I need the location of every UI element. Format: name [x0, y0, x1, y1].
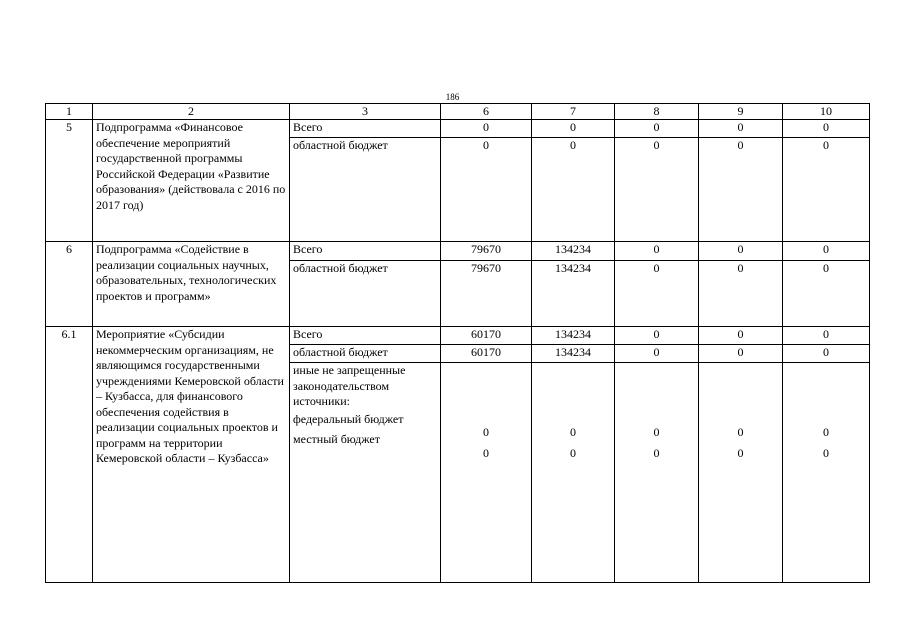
- value-cell: 134234: [532, 242, 615, 261]
- value-cell: 0: [615, 120, 699, 138]
- value-cell: 0: [615, 138, 699, 242]
- value-federal: 0: [570, 425, 576, 439]
- source-label: Всего: [290, 120, 441, 138]
- row-id: 5: [46, 120, 93, 242]
- value-cell: 0: [615, 327, 699, 345]
- source-label: Всего: [290, 327, 441, 345]
- header-row: [46, 104, 870, 120]
- row-name: Подпрограмма «Содействие в реализации социальных научных, образовательных, технологических проектов и программ»: [93, 242, 290, 327]
- value-cell: 134234: [532, 261, 615, 327]
- value-cell: 60170: [441, 327, 532, 345]
- header-cell: 6: [441, 104, 532, 120]
- value-cell: 0: [441, 138, 532, 242]
- value-cell: 0: [699, 327, 783, 345]
- header-cell: 3: [290, 104, 441, 120]
- value-cell: 0: [441, 120, 532, 138]
- source-label: федеральный бюджет: [293, 411, 404, 426]
- value-cell: 134234: [532, 345, 615, 363]
- header-cell: 8: [615, 104, 699, 120]
- value-cell: 0: [699, 120, 783, 138]
- value-local: 0: [570, 445, 576, 460]
- value-cell: 79670: [441, 261, 532, 327]
- value-cell: 0: [699, 242, 783, 261]
- value-cell: [441, 363, 532, 583]
- page-number: 186: [445, 92, 460, 102]
- source-label: областной бюджет: [290, 261, 441, 327]
- value-local: 0: [737, 445, 744, 460]
- value-cell: [615, 363, 699, 583]
- source-label: Всего: [290, 242, 441, 261]
- value-cell: 0: [615, 242, 699, 261]
- other-sources-cell: [290, 363, 441, 583]
- value-cell: 0: [783, 120, 870, 138]
- header-cell: 9: [699, 104, 783, 120]
- value-local: 0: [483, 445, 489, 460]
- value-local: 0: [653, 445, 660, 460]
- budget-table: [45, 103, 870, 583]
- value-federal: 0: [737, 425, 744, 439]
- value-cell: 0: [699, 345, 783, 363]
- value-cell: [783, 363, 870, 583]
- other-sources-label: иные не запрещенные законодательством источники:: [293, 363, 406, 408]
- value-cell: 0: [783, 261, 870, 327]
- row-id: 6: [46, 242, 93, 327]
- header-cell: 7: [532, 104, 615, 120]
- value-local: 0: [823, 445, 829, 460]
- value-cell: 0: [783, 138, 870, 242]
- value-cell: [532, 363, 615, 583]
- value-federal: 0: [653, 425, 660, 439]
- value-cell: 0: [699, 261, 783, 327]
- value-cell: 0: [615, 261, 699, 327]
- row-name: Подпрограмма «Финансовое обеспечение мероприятий государственной программы Российской Федерации «Развитие образования» (действовала с 2016 по 2017 год): [93, 120, 290, 242]
- source-label: областной бюджет: [290, 345, 441, 363]
- header-cell: 10: [783, 104, 870, 120]
- value-cell: 0: [699, 138, 783, 242]
- value-federal: 0: [483, 425, 489, 439]
- value-cell: 134234: [532, 327, 615, 345]
- value-cell: 60170: [441, 345, 532, 363]
- source-label: областной бюджет: [290, 138, 441, 242]
- row-name: Мероприятие «Субсидии некоммерческим организациям, не являющимся государственными учреждениями Кемеровской области – Кузбасса, для финансового обеспечения содействия в реализации социальных проектов и программ на территории Кемеровской области – Кузбасса»: [93, 327, 290, 583]
- source-label: местный бюджет: [293, 432, 380, 446]
- row-id: 6.1: [46, 327, 93, 583]
- table-row: [46, 120, 870, 138]
- value-federal: 0: [823, 425, 829, 439]
- header-cell: 1: [46, 104, 93, 120]
- value-cell: 0: [783, 242, 870, 261]
- table-row: [46, 242, 870, 261]
- table-row: [46, 327, 870, 345]
- value-cell: [699, 363, 783, 583]
- value-cell: 0: [532, 120, 615, 138]
- value-cell: 0: [783, 345, 870, 363]
- value-cell: 0: [615, 345, 699, 363]
- header-cell: 2: [93, 104, 290, 120]
- value-cell: 0: [532, 138, 615, 242]
- value-cell: 79670: [441, 242, 532, 261]
- value-cell: 0: [783, 327, 870, 345]
